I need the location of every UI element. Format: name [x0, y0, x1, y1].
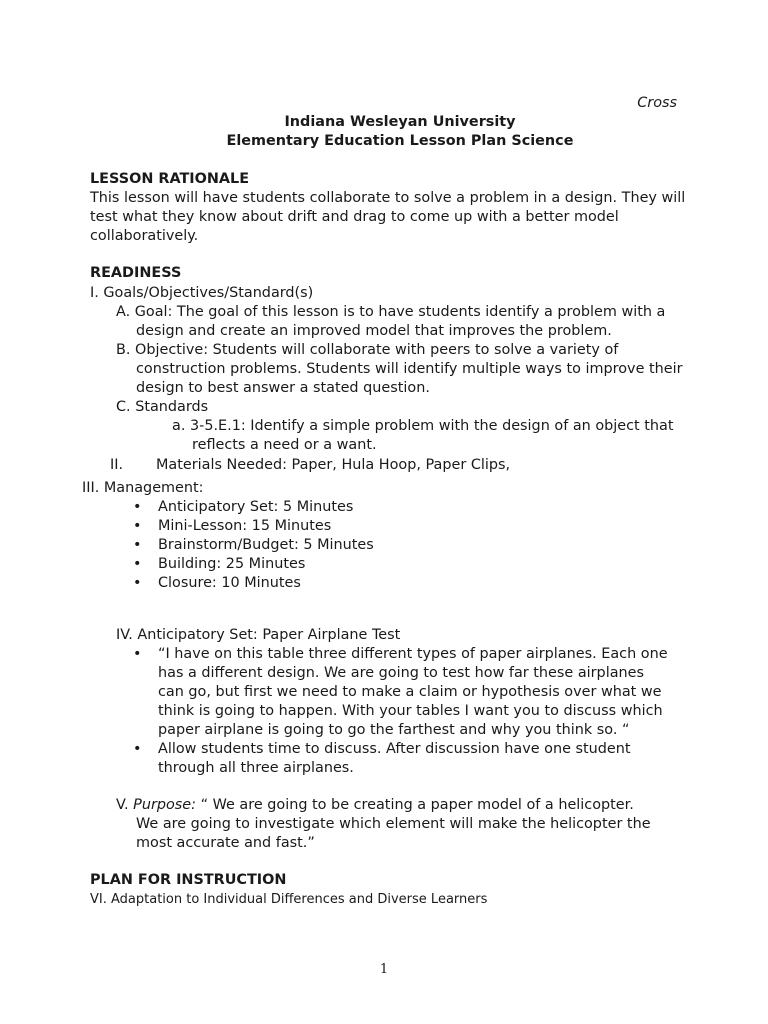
objective-line: B. Objective: Students will collaborate with peers to solve a variety of [116, 342, 619, 358]
university-title: Indiana Wesleyan University [284, 114, 516, 130]
standard-line: reflects a need or a want. [192, 437, 377, 453]
allow-discussion-line: • Allow students time to discuss. After discussion have one student [158, 740, 631, 759]
anticipatory-quote-line: paper airplane is going to go the farthest and why you think so. “ [158, 722, 630, 738]
standard-line: a. 3-5.E.1: Identify a simple problem with the design of an object that [172, 418, 674, 434]
allow-discussion-line: through all three airplanes. [158, 760, 354, 776]
management-item: • Building: 25 Minutes [158, 555, 305, 574]
purpose-text-line: most accurate and fast.” [136, 835, 315, 851]
rationale-line: collaboratively. [90, 228, 199, 244]
goals-heading: I. Goals/Objectives/Standard(s) [90, 285, 314, 301]
page-number: 1 [379, 962, 389, 977]
management-heading: III. Management: [82, 480, 204, 496]
lesson-plan-subtitle: Elementary Education Lesson Plan Science [226, 133, 574, 149]
goal-line: design and create an improved model that improves the problem. [136, 323, 612, 339]
instruction-heading: PLAN FOR INSTRUCTION [90, 872, 287, 888]
anticipatory-quote-line: has a different design. We are going to test how far these airplanes [158, 665, 644, 681]
management-item: • Brainstorm/Budget: 5 Minutes [158, 536, 374, 555]
anticipatory-quote-line: • “I have on this table three different types of paper airplanes. Each one [158, 645, 668, 664]
rationale-heading: LESSON RATIONALE [90, 171, 250, 187]
purpose-numeral: V. [116, 797, 129, 813]
purpose-text: “ We are going to be creating a paper model of a helicopter. [200, 797, 634, 813]
management-item: • Closure: 10 Minutes [158, 574, 301, 593]
readiness-heading: READINESS [90, 265, 182, 281]
adaptation-item: VI. Adaptation to Individual Differences and Diverse Learners [90, 892, 488, 907]
anticipatory-heading: IV. Anticipatory Set: Paper Airplane Test [116, 627, 401, 643]
objective-line: design to best answer a stated question. [136, 380, 430, 396]
standards-heading: C. Standards [116, 399, 209, 415]
anticipatory-quote-line: think is going to happen. With your tables I want you to discuss which [158, 703, 663, 719]
management-item: • Mini-Lesson: 15 Minutes [158, 517, 331, 536]
rationale-line: test what they know about drift and drag to come up with a better model [90, 209, 619, 225]
purpose-line [116, 796, 634, 815]
rationale-line: This lesson will have students collaborate to solve a problem in a design. They will [90, 190, 686, 206]
anticipatory-quote-line: can go, but first we need to make a claim or hypothesis over what we [158, 684, 662, 700]
materials-numeral: II. [110, 457, 124, 473]
purpose-label: Purpose: [133, 797, 196, 813]
objective-line: construction problems. Students will identify multiple ways to improve their [136, 361, 683, 377]
goal-line: A. Goal: The goal of this lesson is to have students identify a problem with a [116, 304, 666, 320]
management-item: • Anticipatory Set: 5 Minutes [158, 498, 353, 517]
purpose-text-line: We are going to investigate which element will make the helicopter the [136, 816, 651, 832]
author-name: Cross [637, 95, 677, 111]
materials-needed: Materials Needed: Paper, Hula Hoop, Paper Clips, [156, 457, 511, 473]
